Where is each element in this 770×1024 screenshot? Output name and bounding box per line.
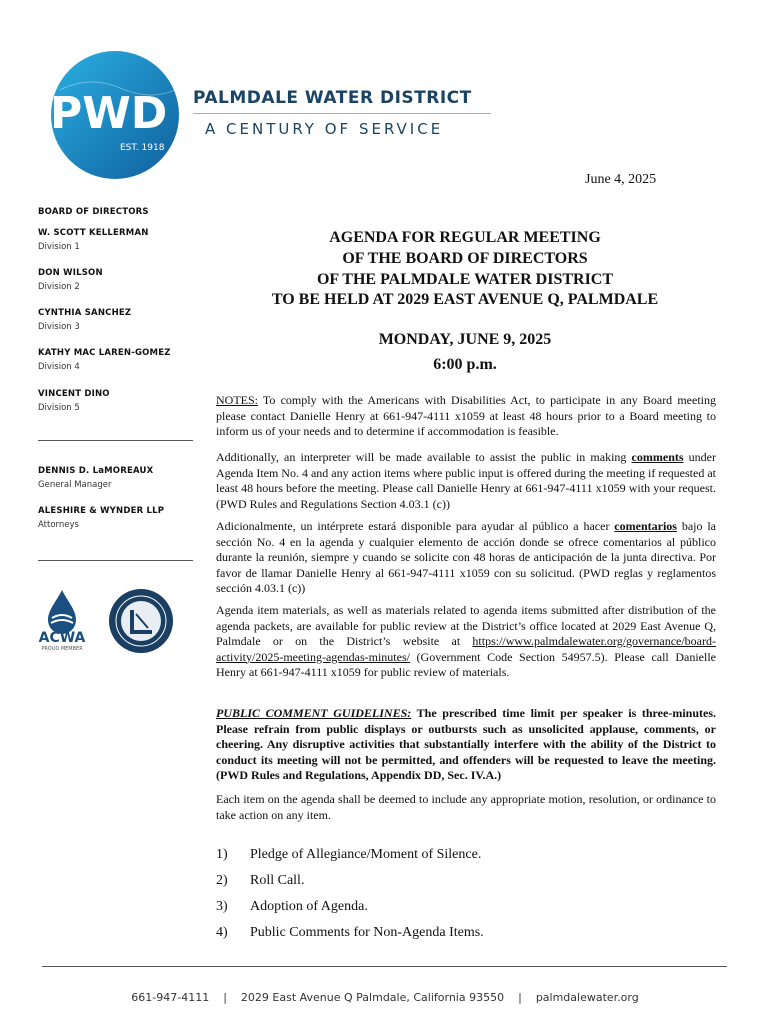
sidebar-divider: [38, 440, 193, 441]
footer-separator: |: [518, 991, 522, 1004]
footer-divider: [42, 966, 727, 967]
board-title: BOARD OF DIRECTORS: [38, 207, 149, 217]
each-item-paragraph: Each item on the agenda shall be deemed to include any appropriate motion, resolution, or ordinance to take action on any item.: [216, 792, 716, 822]
footer-address: 2029 East Avenue Q Palmdale, California 93550: [240, 991, 505, 1004]
pcg-text: The prescribed time limit per speaker is three-minutes. Please refrain from public displays or outbursts such as unsolicited applause, comments, or cheering. Any disruptive activities that substantially interfere with the ability of the District to conduct its meeting will not be permitted, and offenders will be requested to leave the meeting. (PWD Rules and Regulations, Appendix DD, Sec. IV.A.): [216, 706, 716, 782]
agenda-item: [216, 847, 481, 863]
pwd-logo: [50, 50, 180, 180]
director-division: Division 1: [38, 242, 80, 252]
attorney-name: ALESHIRE & WYNDER LLP: [38, 506, 165, 516]
interpreter-text: Additionally, an interpreter will be made available to assist the public in making: [216, 450, 632, 464]
item-text: Adoption of Agenda.: [250, 899, 368, 914]
agenda-title-line: TO BE HELD AT 2029 EAST AVENUE Q, PALMDALE: [271, 291, 659, 308]
spanish-text: Adicionalmente, un intérprete estará disponible para ayudar al público a hacer: [216, 519, 615, 533]
director-name: DON WILSON: [38, 268, 103, 278]
notes-text: To comply with the Americans with Disabilities Act, to participate in any Board meeting please contact Danielle Henry at 661-947-4111 x1059 at least 48 hours prior to a Board meeting to inform us of your needs and to determine if accommodation is feasible.: [216, 393, 716, 438]
director-division: Division 2: [38, 282, 80, 292]
agenda-title-line: OF THE BOARD OF DIRECTORS: [342, 250, 588, 267]
pcg-label: PUBLIC COMMENT GUIDELINES:: [216, 706, 412, 720]
comments-emphasis: comments: [631, 450, 684, 464]
public-comment-guidelines: [216, 706, 716, 784]
director-name: VINCENT DINO: [38, 389, 110, 399]
logo-est: EST. 1918: [120, 143, 165, 153]
gm-name: DENNIS D. LaMOREAUX: [38, 466, 154, 476]
district-seal: [108, 588, 174, 654]
comentarios-emphasis: comentarios: [614, 519, 677, 533]
agendas-link[interactable]: https://www.palmdalewater.org/governance/board-activity/2025-meeting-agendas-minutes/: [216, 634, 716, 664]
logo-letters: PWD: [50, 88, 168, 139]
footer-website[interactable]: palmdalewater.org: [535, 991, 639, 1004]
footer-phone: 661-947-4111: [131, 991, 210, 1004]
gm-title: General Manager: [38, 480, 112, 490]
item-number: 3): [216, 899, 228, 914]
interpreter-paragraph: [216, 450, 716, 512]
agenda-item: [216, 925, 484, 941]
materials-paragraph: [216, 603, 716, 681]
agenda-title-line: OF THE PALMDALE WATER DISTRICT: [316, 271, 614, 288]
director-name: W. SCOTT KELLERMAN: [38, 228, 149, 238]
attorney-title: Attorneys: [38, 520, 79, 530]
director-division: Division 4: [38, 362, 80, 372]
acwa-logo: [34, 588, 90, 652]
director-division: Division 5: [38, 403, 80, 413]
notes-paragraph: [216, 393, 716, 440]
meeting-day: MONDAY, JUNE 9, 2025: [378, 331, 552, 348]
acwa-sub: PROUD MEMBER: [41, 646, 83, 652]
spanish-text-rest: bajo la sección No. 4 en la agenda y cualquier elemento de acción donde se ofrece comentarios al público durante la reunión, siempre y cuando se solicite con 48 horas de anticipación de la junta directiva. Por favor de llamar Danielle Henry al 661-947-4111 x1059 con su solicitud. (PWD reglas y reglamentos sección 4.03.1 (c)): [216, 519, 716, 595]
meeting-time: 6:00 p.m.: [433, 356, 497, 373]
item-number: 2): [216, 873, 228, 888]
footer-separator: |: [223, 991, 227, 1004]
org-name: PALMDALE WATER DISTRICT: [193, 88, 472, 108]
materials-text: Agenda item materials, as well as materials related to agenda items submitted after distribution of the agenda packets, are available for public review at the District’s office located at 2029 East Avenue Q, Palmdale or on the District’s website at: [216, 603, 716, 648]
agenda-title-line: AGENDA FOR REGULAR MEETING: [329, 229, 601, 246]
notes-label: NOTES:: [216, 393, 258, 407]
org-tagline: A CENTURY OF SERVICE: [205, 120, 444, 138]
director-division: Division 3: [38, 322, 80, 332]
item-text: Roll Call.: [250, 873, 305, 888]
item-number: 1): [216, 847, 228, 862]
spanish-paragraph: [216, 519, 716, 597]
materials-text-rest: (Government Code Section 54957.5). Please call Danielle Henry at 661-947-4111 x1059 for public review of materials.: [216, 649, 716, 679]
footer-contact: [0, 991, 770, 1004]
sidebar-divider: [38, 560, 193, 561]
director-name: CYNTHIA SANCHEZ: [38, 308, 132, 318]
item-number: 4): [216, 925, 228, 940]
director-name: KATHY MAC LAREN-GOMEZ: [38, 348, 171, 358]
letter-date: June 4, 2025: [585, 172, 657, 187]
item-text: Pledge of Allegiance/Moment of Silence.: [250, 847, 482, 862]
agenda-item: [216, 873, 304, 889]
agenda-item: [216, 899, 368, 915]
interpreter-text-rest: under Agenda Item No. 4 and any action items where public input is offered during the meeting if requested at least 48 hours before the meeting. Please call Danielle Henry at 661-947-4111 x1059 with your request. (PWD Rules and Regulations Section 4.03.1 (c)): [216, 450, 716, 511]
acwa-label: ACWA: [38, 630, 86, 646]
org-divider: [193, 113, 491, 114]
item-text: Public Comments for Non-Agenda Items.: [250, 925, 484, 940]
